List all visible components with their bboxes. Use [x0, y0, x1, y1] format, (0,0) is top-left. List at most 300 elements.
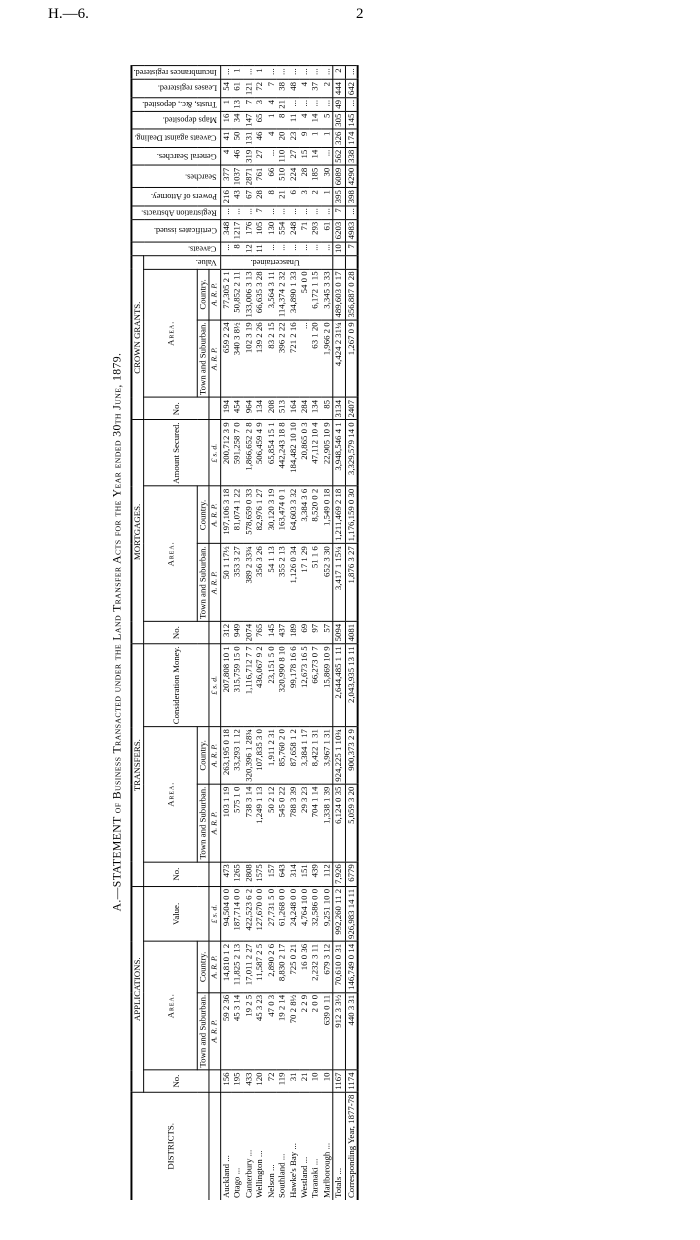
table-cell: 82,976 1 27 — [254, 486, 265, 544]
table-cell: 356 3 26 — [254, 544, 265, 622]
table-cell: 41 — [221, 129, 233, 147]
table-cell: 545 0 22 — [277, 784, 288, 862]
table-cell: 6779 — [345, 862, 358, 887]
table-cell: 1,126 0 34 — [288, 544, 299, 622]
crown-country-header: Country. — [197, 269, 209, 320]
table-cell: 27,731 5 0 — [266, 886, 277, 941]
mortgages-town-header: Town and Suburban. — [197, 544, 209, 622]
leases-registered-header: Leases registered. — [131, 79, 220, 97]
table-row — [333, 66, 345, 1200]
table-cell: 29 3 23 — [299, 784, 310, 862]
table-cell: 195 — [232, 1070, 243, 1092]
table-row — [254, 66, 265, 1200]
district-cell: Westland ... — [299, 1092, 310, 1200]
table-cell: 65,854 15 1 — [266, 420, 277, 486]
table-cell: 54 0 0 — [299, 269, 310, 320]
table-cell: 5 — [321, 111, 333, 129]
table-cell: ... — [288, 98, 299, 112]
table-cell: 112 — [321, 862, 333, 887]
table-cell: ... — [321, 98, 333, 112]
table-cell: 2 — [310, 188, 321, 206]
table-cell: 1,116,712 7 7 — [243, 644, 254, 727]
maps-deposited-header: Maps deposited. — [131, 111, 220, 129]
table-cell: ... — [266, 66, 277, 80]
general-searches-header: General Searches. — [131, 147, 220, 165]
table-cell: ... — [299, 206, 310, 220]
table-cell: 7 — [254, 206, 265, 220]
table-cell: 12 — [243, 242, 254, 256]
table-cell: 23 — [288, 129, 299, 147]
table-cell: 1,876 3 27 — [345, 544, 358, 622]
table-cell: 949 — [232, 621, 243, 643]
table-row — [277, 66, 288, 1200]
table-cell: ... — [345, 66, 358, 80]
table-cell: 87,658 1 2 — [288, 727, 299, 785]
table-cell: 1265 — [232, 862, 243, 887]
table-cell: 721 2 16 — [288, 320, 299, 398]
transfers-consideration-header: Consideration Money. — [144, 644, 209, 727]
district-cell: Nelson ... — [266, 1092, 277, 1200]
table-cell: 3,967 1 31 — [321, 727, 333, 785]
statement-table — [130, 65, 358, 1200]
table-cell: 2,232 3 11 — [310, 941, 321, 992]
table-cell: ... — [321, 206, 333, 220]
table-row — [266, 66, 277, 1200]
transfers-header: TRANSFERS. — [131, 644, 144, 887]
searches-header: Searches. — [131, 165, 220, 187]
mortgages-area-header: Area. — [144, 486, 197, 621]
table-cell: 992,260 11 2 — [333, 886, 345, 941]
table-cell: 7 — [243, 98, 254, 112]
table-cell: ... — [299, 242, 310, 256]
table-cell: ... — [243, 206, 254, 220]
table-cell: 11 — [254, 242, 265, 256]
district-cell: Totals ... — [333, 1092, 345, 1200]
table-cell: 395 — [333, 188, 345, 206]
table-cell: 4 — [221, 147, 233, 165]
crown-value-header: Value. — [144, 255, 220, 269]
transfers-no-header: No. — [144, 862, 209, 887]
table-cell: 61 — [321, 219, 333, 241]
table-cell: 513 — [277, 398, 288, 420]
table-cell: 2,043,935 13 11 — [345, 644, 358, 727]
table-cell: ... — [299, 320, 310, 398]
table-cell: 659 2 24 — [221, 320, 233, 398]
table-cell: 66 — [266, 165, 277, 187]
table-cell: 679 3 12 — [321, 941, 333, 992]
table-cell: 133,006 3 13 — [243, 269, 254, 320]
table-cell: 319 — [243, 147, 254, 165]
table-cell: 5094 — [333, 621, 345, 643]
table-cell: 163,474 0 1 — [277, 486, 288, 544]
table-cell: ... — [266, 242, 277, 256]
table-cell: 4290 — [345, 165, 358, 187]
table-cell: 47,112 10 4 — [310, 420, 321, 486]
table-cell: 338 — [345, 147, 358, 165]
table-cell: 1,267 0 9 — [345, 320, 358, 398]
table-cell: 1,549 0 18 — [321, 486, 333, 544]
caveats-against-dealing-header: Caveats against Dealing. — [131, 129, 220, 147]
table-cell: 4081 — [345, 621, 358, 643]
table-cell: 444 — [333, 79, 345, 97]
table-cell: ... — [288, 206, 299, 220]
table-cell: 2 2 9 — [299, 992, 310, 1070]
table-cell: 4983 — [345, 219, 358, 241]
table-cell: 48 — [288, 79, 299, 97]
table-cell: 131 — [243, 129, 254, 147]
table-cell: 315,759 15 0 — [232, 644, 243, 727]
table-cell: ... — [310, 242, 321, 256]
table-cell: 30,120 3 19 — [266, 486, 277, 544]
table-cell: 45 3 14 — [232, 992, 243, 1070]
table-cell: 31 — [288, 1070, 299, 1092]
table-cell: 353 3 27 — [232, 544, 243, 622]
table-cell: 22,905 10 9 — [321, 420, 333, 486]
table-cell: ... — [288, 242, 299, 256]
unascertained-note: Unascertained. — [221, 255, 333, 269]
table-cell: 1 — [321, 188, 333, 206]
table-cell: 473 — [221, 862, 233, 887]
table-cell: 8,520 0 2 — [310, 486, 321, 544]
table-cell: 263,195 0 18 — [221, 727, 233, 785]
table-cell: 85,760 2 0 — [277, 727, 288, 785]
table-cell: 103 1 19 — [221, 784, 233, 862]
table-cell: 320,990 8 10 — [277, 644, 288, 727]
table-cell: 1 — [254, 66, 265, 80]
unit-arp: A. R. P. — [209, 544, 220, 622]
crown-grants-header: CROWN GRANTS. — [131, 255, 144, 420]
trusts-deposited-header: Trusts, &c., deposited. — [131, 98, 220, 112]
table-cell: 1 — [310, 129, 321, 147]
table-cell: 924,225 1 10¾ — [333, 727, 345, 785]
applications-value-header: Value. — [144, 886, 209, 941]
table-cell: 20,865 0 3 — [299, 420, 310, 486]
table-cell: 5,059 3 20 — [345, 784, 358, 862]
crown-no-header: No. — [144, 398, 209, 420]
page-number: 2 — [356, 6, 364, 22]
table-cell: 8,830 2 17 — [277, 941, 288, 992]
table-cell: 51 1 6 — [310, 544, 321, 622]
table-cell: 37 — [310, 79, 321, 97]
mortgages-country-header: Country. — [197, 486, 209, 544]
table-cell: 2407 — [345, 398, 358, 420]
table-cell: 314 — [288, 862, 299, 887]
table-cell: 156 — [221, 1070, 233, 1092]
table-cell: 27 — [288, 147, 299, 165]
crown-area-header: Area. — [144, 269, 197, 398]
table-cell: 389 2 33¾ — [243, 544, 254, 622]
table-cell: 54 — [221, 79, 233, 97]
district-cell: Southland ... — [277, 1092, 288, 1200]
table-cell: 1,338 1 39 — [321, 784, 333, 862]
table-cell: 70,610 0 31 — [333, 941, 345, 992]
table-cell: 66,635 3 28 — [254, 269, 265, 320]
unit-arp: A. R. P. — [209, 784, 220, 862]
table-cell: 1217 — [232, 219, 243, 241]
table-cell: 7,926 — [333, 862, 345, 887]
table-cell: 46 — [232, 147, 243, 165]
table-cell: 6,172 1 15 — [310, 269, 321, 320]
table-cell: 1,866,652 2 8 — [243, 420, 254, 486]
table-cell: 11,587 2 5 — [254, 941, 265, 992]
table-cell: 3,384 3 6 — [299, 486, 310, 544]
table-cell: 326 — [333, 129, 345, 147]
table-cell: 4,764 10 0 — [299, 886, 310, 941]
table-cell: 4,424 2 31¼ — [333, 320, 345, 398]
table-cell: 1 — [232, 66, 243, 80]
unit-arp: A. R. P. — [209, 941, 220, 992]
table-cell: 320,396 1 28¾ — [243, 727, 254, 785]
table-cell: 442,243 18 8 — [277, 420, 288, 486]
table-cell: 639 0 11 — [321, 992, 333, 1070]
table-cell: 293 — [310, 219, 321, 241]
incumbrances-registered-header: Incumbrances registered. — [131, 66, 220, 80]
table-cell: 284 — [299, 398, 310, 420]
table-cell: 97 — [310, 621, 321, 643]
table-cell: 422,523 6 2 — [243, 886, 254, 941]
table-cell: 761 — [254, 165, 265, 187]
table-cell: 145 — [345, 111, 358, 129]
table-row — [288, 66, 299, 1200]
table-cell: 34 — [232, 111, 243, 129]
table-cell: 8 — [277, 111, 288, 129]
table-cell: 65 — [254, 111, 265, 129]
table-cell: 151 — [299, 862, 310, 887]
table-cell: 164 — [288, 398, 299, 420]
table-cell: 1575 — [254, 862, 265, 887]
table-cell: 94,504 0 0 — [221, 886, 233, 941]
table-cell: 652 3 30 — [321, 544, 333, 622]
table-cell: 16 0 36 — [299, 941, 310, 992]
table-cell: 64,603 3 32 — [288, 486, 299, 544]
table-cell: 38 — [277, 79, 288, 97]
table-cell: 14 — [310, 111, 321, 129]
table-cell: ... — [232, 206, 243, 220]
table-cell: 3,948,546 4 1 — [333, 420, 345, 486]
table-cell: 23,151 5 0 — [266, 644, 277, 727]
table-cell: 3,329,579 14 0 — [345, 420, 358, 486]
table-cell: ... — [310, 206, 321, 220]
table-cell: 554 — [277, 219, 288, 241]
table-cell: 377 — [221, 165, 233, 187]
table-cell: ... — [299, 98, 310, 112]
unit-blank — [209, 862, 220, 887]
caveats-header: Caveats. — [131, 242, 220, 256]
table-cell: 900,373 2 9 — [345, 727, 358, 785]
table-cell: 197,106 3 18 — [221, 486, 233, 544]
table-cell: 6,124 0 35 — [333, 784, 345, 862]
table-cell: 506,459 4 9 — [254, 420, 265, 486]
table-cell: 738 3 14 — [243, 784, 254, 862]
applications-town-header: Town and Suburban. — [197, 992, 209, 1070]
table-row — [232, 66, 243, 1200]
table-cell: 72 — [254, 79, 265, 97]
table-cell: 15,869 10 9 — [321, 644, 333, 727]
table-cell: 19 2 14 — [277, 992, 288, 1070]
table-cell: 200,712 3 9 — [221, 420, 233, 486]
table-cell: 926,983 14 11 — [345, 886, 358, 941]
table-cell: 21 — [299, 1070, 310, 1092]
mortgages-amount-header: Amount Secured. — [144, 420, 209, 486]
totals-rows — [333, 66, 358, 1200]
table-cell: 248 — [288, 219, 299, 241]
table-cell: 119 — [277, 1070, 288, 1092]
district-cell: Corresponding Year, 1877-78 — [345, 1092, 358, 1200]
table-cell: 27 — [254, 147, 265, 165]
table-cell: 33,293 1 12 — [232, 727, 243, 785]
table-cell: 3134 — [333, 398, 345, 420]
table-cell: 59 2 36 — [221, 992, 233, 1070]
unit-arp: A. R. P. — [209, 727, 220, 785]
table-cell: 6203 — [333, 219, 345, 241]
table-cell: 72 — [266, 1070, 277, 1092]
table-cell: 6089 — [333, 165, 345, 187]
table-cell: 208 — [266, 398, 277, 420]
table-cell: 1,249 1 13 — [254, 784, 265, 862]
table-cell: 120 — [254, 1070, 265, 1092]
table-cell: 54 1 13 — [266, 544, 277, 622]
table-cell: 21 — [277, 98, 288, 112]
table-cell: 13 — [232, 98, 243, 112]
table-row — [299, 66, 310, 1200]
table-cell: 69 — [299, 621, 310, 643]
table-cell: 3 — [299, 188, 310, 206]
table-cell: 30 — [321, 165, 333, 187]
table-cell: 105 — [254, 219, 265, 241]
table-row — [221, 66, 233, 1200]
table-cell: 340 3 8½ — [232, 320, 243, 398]
unit-arp: A. R. P. — [209, 269, 220, 320]
district-cell: Marlborough ... — [321, 1092, 333, 1200]
powers-of-attorney-header: Powers of Attorney. — [131, 188, 220, 206]
table-cell: 2,890 2 6 — [266, 941, 277, 992]
table-cell: 184,482 10 10 — [288, 420, 299, 486]
table-cell: 14,810 1 2 — [221, 941, 233, 992]
table-cell: 4 — [299, 79, 310, 97]
district-cell: Auckland ... — [221, 1092, 233, 1200]
table-cell: 157 — [266, 862, 277, 887]
table-cell: 4 — [299, 111, 310, 129]
table-cell: ... — [221, 242, 233, 256]
table-cell: 146,749 0 14 — [345, 941, 358, 992]
table-cell: 32,586 0 0 — [310, 886, 321, 941]
table-cell: 207,808 10 1 — [221, 644, 233, 727]
table-cell: 1 — [321, 129, 333, 147]
table-cell: 575 1 0 — [232, 784, 243, 862]
table-cell: 1,966 2 0 — [321, 320, 333, 398]
table-cell: 1 — [221, 98, 233, 112]
table-cell: 4 — [266, 98, 277, 112]
table-cell: ... — [345, 98, 358, 112]
table-cell: 15 — [299, 147, 310, 165]
table-cell: 85 — [321, 398, 333, 420]
table-cell: 43 — [232, 188, 243, 206]
unit-lsd: £ s. d. — [209, 644, 220, 727]
table-cell: 185 — [310, 165, 321, 187]
table-cell: 2 — [333, 66, 345, 80]
table-cell: ... — [277, 206, 288, 220]
table-cell: 10 — [310, 1070, 321, 1092]
table-cell: 9 — [299, 129, 310, 147]
mortgages-header: MORTGAGES. — [131, 420, 144, 644]
table-cell: 139 2 26 — [254, 320, 265, 398]
table-row — [345, 66, 358, 1200]
applications-header: APPLICATIONS. — [131, 886, 144, 1092]
district-cell: Taranaki ... — [310, 1092, 321, 1200]
table-cell: 3,417 1 15¼ — [333, 544, 345, 622]
unit-blank — [209, 1092, 220, 1200]
table-cell: 348 — [221, 219, 233, 241]
table-cell: 510 — [277, 165, 288, 187]
transfers-area-header: Area. — [144, 727, 197, 862]
table-cell: 67 — [243, 188, 254, 206]
table-cell: 20 — [277, 129, 288, 147]
table-cell: 704 1 14 — [310, 784, 321, 862]
table-cell: ... — [299, 66, 310, 80]
table-cell: 57 — [321, 621, 333, 643]
table-cell: 7 — [266, 79, 277, 97]
district-cell: Canterbury ... — [243, 1092, 254, 1200]
applications-country-header: Country. — [197, 941, 209, 992]
table-cell: ... — [321, 242, 333, 256]
crown-town-header: Town and Suburban. — [197, 320, 209, 398]
table-cell: 1 — [266, 111, 277, 129]
table-cell: 81,074 1 22 — [232, 486, 243, 544]
table-cell: 12,673 16 5 — [299, 644, 310, 727]
table-cell: ... — [221, 206, 233, 220]
table-cell — [345, 255, 358, 269]
table-cell: 8,422 1 31 — [310, 727, 321, 785]
table-cell: 437 — [277, 621, 288, 643]
table-cell: 3 — [254, 98, 265, 112]
table-cell: ... — [277, 66, 288, 80]
table-cell: 145 — [266, 621, 277, 643]
table-cell: 194 — [221, 398, 233, 420]
table-cell: 176 — [243, 219, 254, 241]
table-cell: 134 — [310, 398, 321, 420]
table-cell: 788 3 39 — [288, 784, 299, 862]
table-cell: 19 2 5 — [243, 992, 254, 1070]
table-cell: 489,603 0 17 — [333, 269, 345, 320]
table-cell: 2 — [321, 79, 333, 97]
unit-blank — [209, 621, 220, 643]
table-cell: 11,825 2 13 — [232, 941, 243, 992]
unit-arp: A. R. P. — [209, 486, 220, 544]
table-cell: 16 — [221, 111, 233, 129]
table-cell: 63 1 20 — [310, 320, 321, 398]
table-cell: 1,176,159 0 30 — [345, 486, 358, 544]
table-cell: 45 3 23 — [254, 992, 265, 1070]
table-cell: 61,268 0 0 — [277, 886, 288, 941]
table-cell: 114,374 2 32 — [277, 269, 288, 320]
table-cell: 99,178 16 6 — [288, 644, 299, 727]
table-cell: ... — [221, 66, 233, 80]
table-cell: 17 1 29 — [299, 544, 310, 622]
table-cell: 578,659 0 33 — [243, 486, 254, 544]
table-row — [321, 66, 333, 1200]
table-cell: 9,251 10 0 — [321, 886, 333, 941]
table-cell: 396 2 22 — [277, 320, 288, 398]
table-cell: 83 2 15 — [266, 320, 277, 398]
applications-no-header: No. — [144, 1070, 209, 1092]
table-cell: 436,067 9 2 — [254, 644, 265, 727]
table-cell: ... — [310, 66, 321, 80]
table-cell — [333, 255, 345, 269]
table-cell: ... — [310, 98, 321, 112]
table-cell: 3,564 3 11 — [266, 269, 277, 320]
table-cell: 3,384 1 17 — [299, 727, 310, 785]
table-cell: 49 — [333, 98, 345, 112]
